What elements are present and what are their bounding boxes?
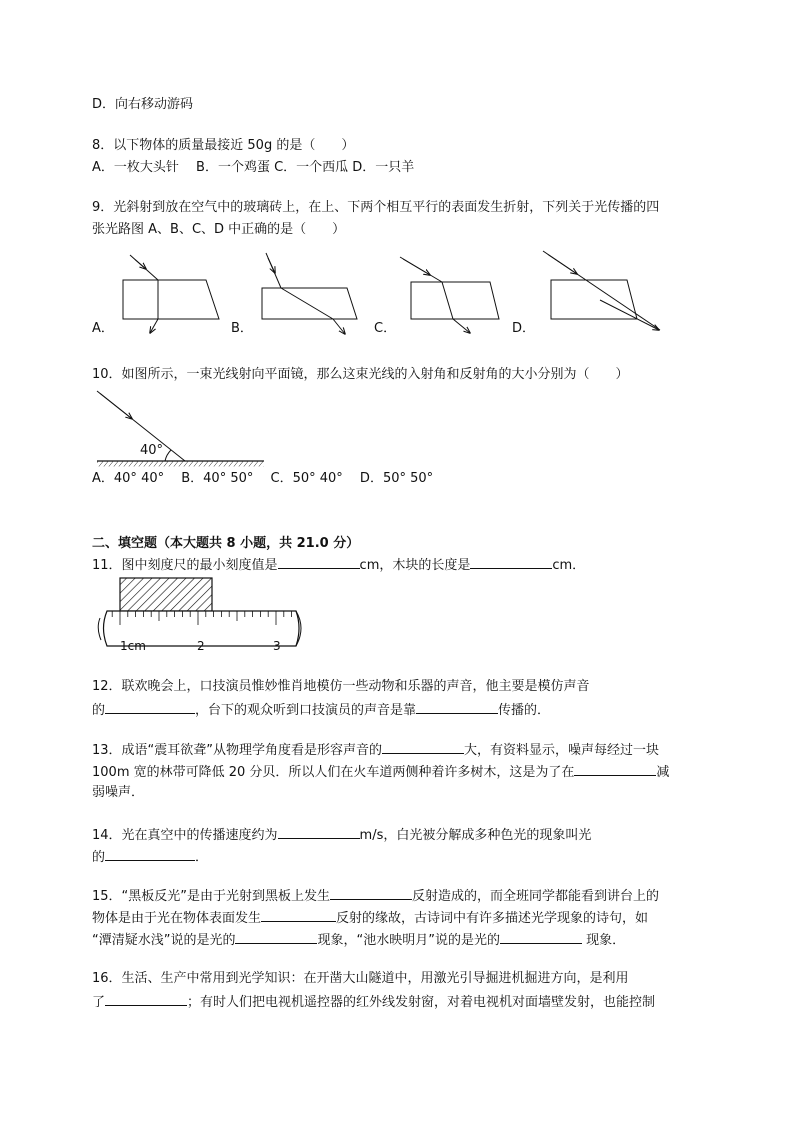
q15-line3: “潭清疑水浅”说的是光的 现象，“池水映明月”说的是光的 现象． (92, 933, 626, 948)
q12-line1: 12．联欢晚会上，口技演员惟妙惟肖地模仿一些动物和乐器的声音，他主要是模仿声音 (92, 679, 590, 694)
q14-blank-1[interactable] (278, 826, 360, 839)
section2-title: 二、填空题（本大题共 8 小题，共 21.0 分） (92, 536, 360, 551)
q16-line2: 了 ；有时人们把电视机遥控器的红外线发射窗，对着电视机对面墙壁发射，也能控制 (92, 995, 656, 1010)
q15-blank-1[interactable] (330, 887, 412, 900)
q13-blank-1[interactable] (382, 741, 464, 754)
q9-label-d: D． (512, 321, 536, 336)
q13-line1: 13．成语“震耳欲聋”从物理学角度看是形容声音的 大，有资料显示，噪声每经过一块 (92, 743, 660, 758)
q11-ruler-label-3: 3 (273, 639, 281, 653)
q11-wood-block (120, 578, 212, 611)
q16-line1: 16．生活、生产中常用到光学知识：在开凿大山隧道中，用激光引导掘进机掘进方向，是利用 (92, 971, 629, 986)
q13-blank-2[interactable] (574, 763, 656, 776)
q13-line2: 100m 宽的林带可降低 20 分贝．所以人们在火车道两侧种着许多树木，这是为了在 减 (92, 765, 670, 780)
q11-ruler-label-2: 2 (197, 639, 205, 653)
q13-line3: 弱噪声． (92, 785, 145, 800)
q8-options: A．一枚大头针 B．一个鸡蛋 C．一个西瓜 D．一只羊 (92, 160, 415, 175)
q14-line1: 14．光在真空中的传播速度约为 m/s，白光被分解成多种色光的现象叫光 (92, 828, 592, 843)
q10-angle-label: 40° (140, 443, 164, 458)
q15-blank-3[interactable] (235, 931, 317, 944)
q15-blank-4[interactable] (500, 931, 582, 944)
q12-blank-1[interactable] (105, 701, 195, 714)
q10-stem: 10．如图所示，一束光线射向平面镜，那么这束光线的入射角和反射角的大小分别为（ ） (92, 367, 629, 382)
q14-blank-2[interactable] (105, 848, 195, 861)
q14-line2: 的 ． (92, 850, 209, 865)
q15-line1: 15．“黑板反光”是由于光射到黑板上发生 反射造成的，而全班同学都能看到讲台上的 (92, 889, 660, 904)
q7-option-d: D．向右移动游码 (92, 97, 194, 112)
q15-blank-2[interactable] (261, 909, 336, 922)
q8-stem: 8．以下物体的质量最接近 50g 的是（ ） (92, 138, 355, 153)
q15-line2: 物体是由于光在物体表面发生 反射的缘故，古诗词中有许多描述光学现象的诗句，如 (92, 911, 649, 926)
q9-stem-line2: 张光路图 A、B、C、D 中正确的是（ ） (92, 222, 346, 237)
q16-blank-1[interactable] (105, 993, 187, 1006)
q9-label-a: A． (92, 321, 114, 336)
q11-text: 11．图中刻度尺的最小刻度值是 cm，木块的长度是 cm． (92, 558, 586, 573)
q10-options: A．40° 40° B．40° 50° C．50° 40° D．50° 50° (92, 471, 434, 486)
q9-label-b: B． (231, 321, 253, 336)
q9-label-c: C． (374, 321, 397, 336)
q11-ruler-label-1cm: 1cm (120, 639, 146, 653)
q12-blank-2[interactable] (416, 701, 498, 714)
q9-stem-line1: 9．光斜射到放在空气中的玻璃砖上，在上、下两个相互平行的表面发生折射，下列关于光传播的四 (92, 200, 660, 215)
q12-line2: 的 ，台下的观众听到口技演员的声音是靠 传播的． (92, 703, 551, 718)
